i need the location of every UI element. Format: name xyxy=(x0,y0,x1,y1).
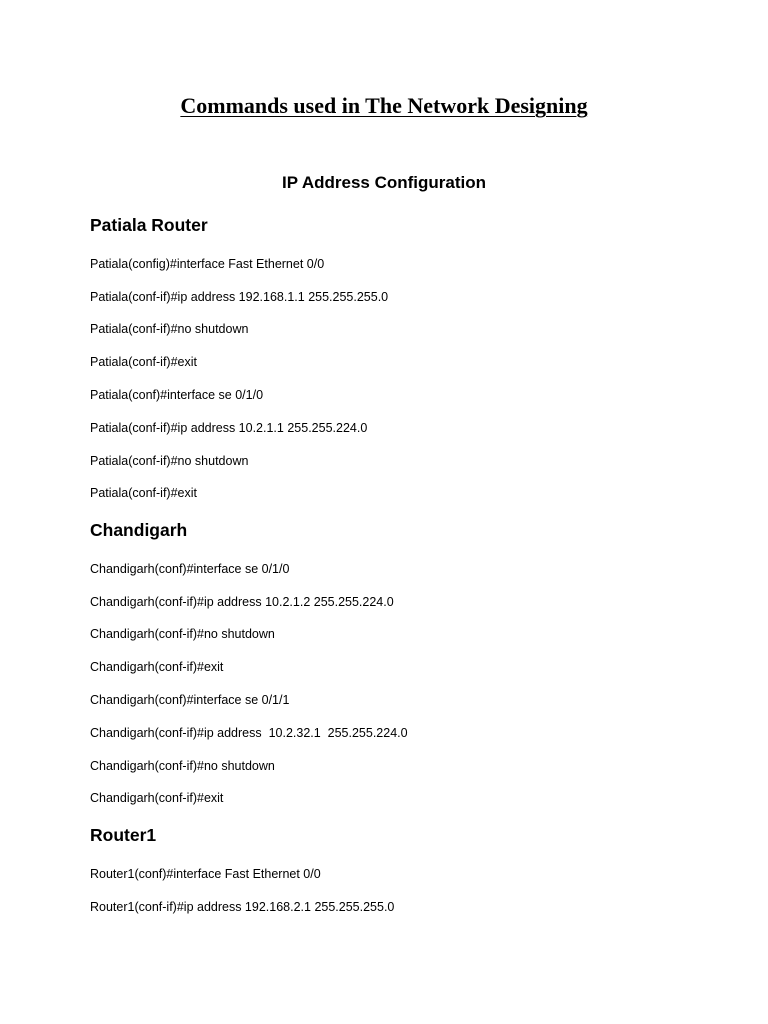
command-line: Chandigarh(conf-if)#exit xyxy=(90,660,224,674)
command-line: Chandigarh(conf)#interface se 0/1/0 xyxy=(90,562,290,576)
command-line: Patiala(conf-if)#ip address 10.2.1.1 255.255.224.0 xyxy=(90,421,368,435)
command-line: Chandigarh(conf-if)#no shutdown xyxy=(90,759,275,773)
router-heading: Patiala Router xyxy=(90,215,208,235)
command-line: Patiala(conf-if)#no shutdown xyxy=(90,322,249,336)
command-line: Patiala(conf-if)#no shutdown xyxy=(90,454,249,468)
command-line: Chandigarh(conf)#interface se 0/1/1 xyxy=(90,693,290,707)
document-title: Commands used in The Network Designing xyxy=(180,93,588,118)
command-line: Chandigarh(conf-if)#ip address 10.2.32.1 255.255.224.0 xyxy=(90,726,408,740)
command-line: Router1(conf-if)#ip address 192.168.2.1 255.255.255.0 xyxy=(90,900,395,914)
router-heading: Router1 xyxy=(90,825,157,845)
command-line: Patiala(conf-if)#ip address 192.168.1.1 255.255.255.0 xyxy=(90,290,389,304)
command-line: Chandigarh(conf-if)#ip address 10.2.1.2 255.255.224.0 xyxy=(90,595,394,609)
command-line: Chandigarh(conf-if)#no shutdown xyxy=(90,627,275,641)
command-line: Router1(conf)#interface Fast Ethernet 0/0 xyxy=(90,867,321,881)
section-title: IP Address Configuration xyxy=(281,173,487,192)
command-line: Patiala(conf-if)#exit xyxy=(90,486,197,500)
command-line: Patiala(config)#interface Fast Ethernet 0/0 xyxy=(90,257,325,271)
router-heading: Chandigarh xyxy=(90,520,188,540)
command-line: Patiala(conf)#interface se 0/1/0 xyxy=(90,388,264,402)
command-line: Patiala(conf-if)#exit xyxy=(90,355,197,369)
command-line: Chandigarh(conf-if)#exit xyxy=(90,791,224,805)
